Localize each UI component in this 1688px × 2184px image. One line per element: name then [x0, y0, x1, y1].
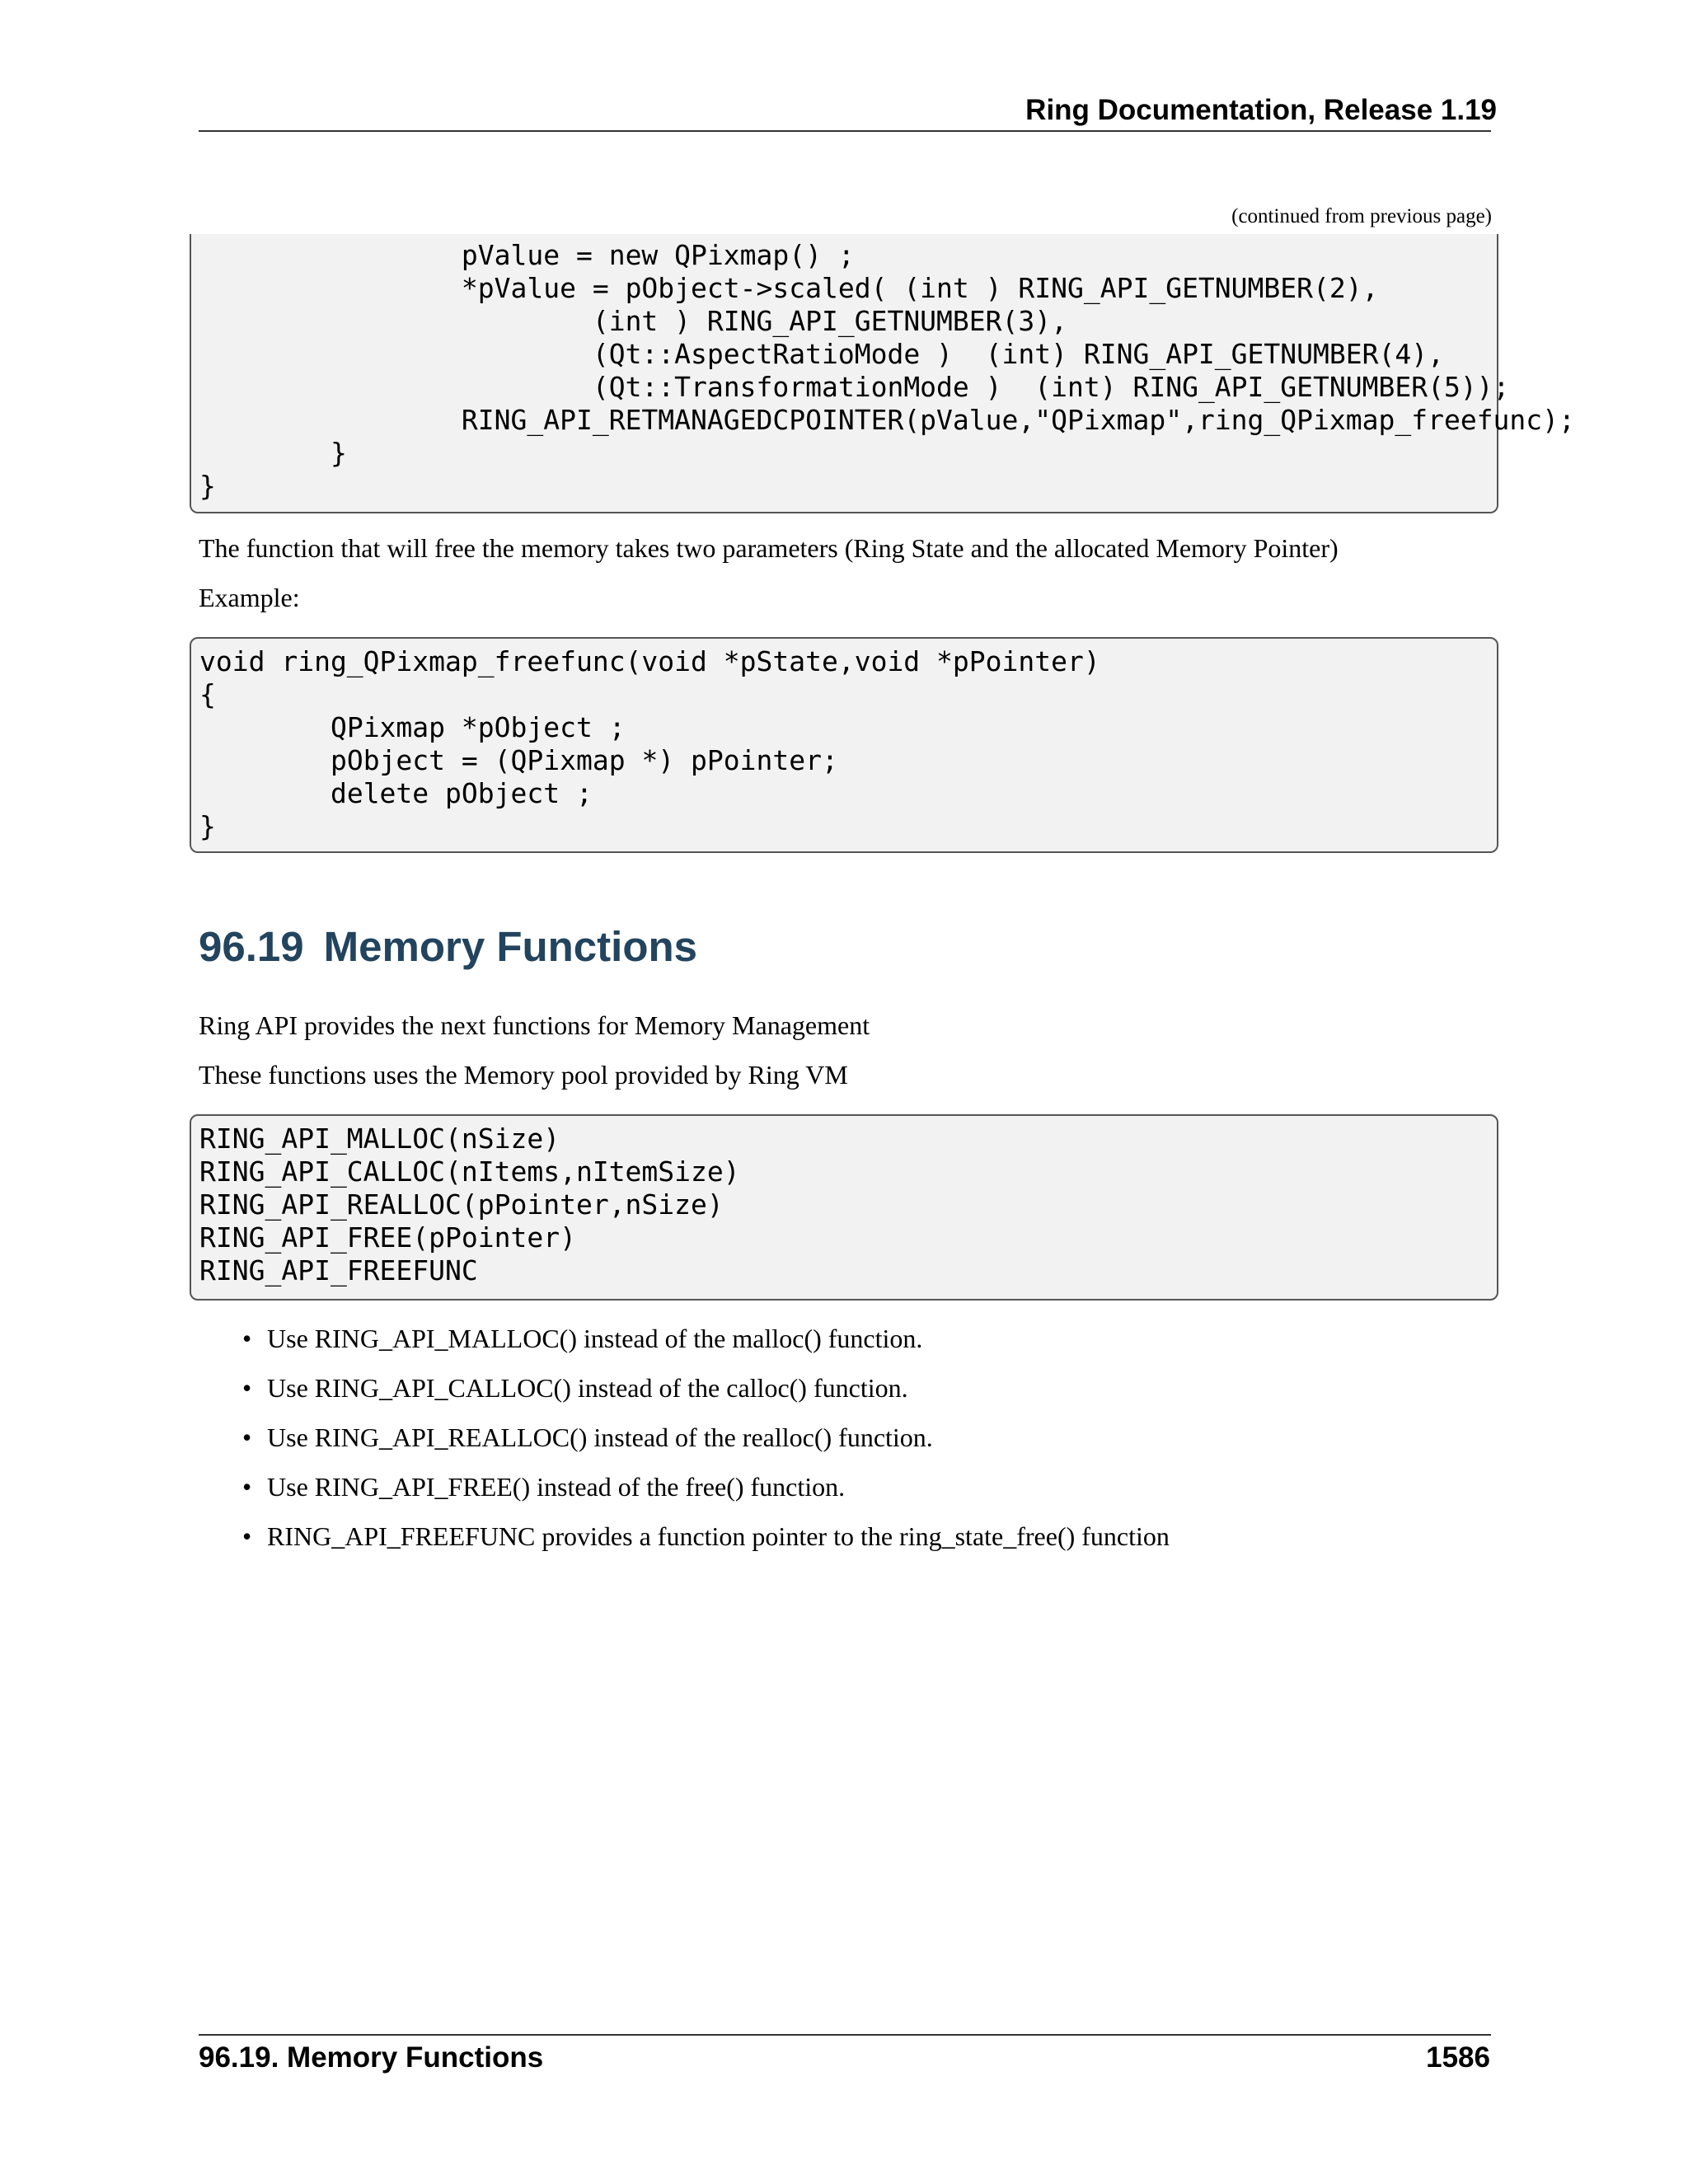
- continued-note: (continued from previous page): [1231, 205, 1492, 227]
- section-number: 96.19: [199, 923, 304, 970]
- memory-functions-list: [199, 1322, 1170, 1569]
- list-item-text: Use RING_API_FREE() instead of the free() function.: [267, 1472, 846, 1502]
- list-item: [199, 1421, 1170, 1470]
- memory-intro-paragraph: Ring API provides the next functions for Memory Management: [199, 1010, 870, 1040]
- list-item: [199, 1520, 1170, 1569]
- bullet-icon: •: [242, 1324, 252, 1353]
- example-label: Example:: [199, 583, 300, 612]
- running-header-title: Ring Documentation, Release 1.19: [1025, 94, 1497, 126]
- section-heading: [199, 921, 697, 972]
- code-text: void ring_QPixmap_freefunc(void *pState,void *pPointer) { QPixmap *pObject ; pObject = (QPixmap *) pPointer; delete pObject ; }: [199, 645, 1100, 842]
- code-text: RING_API_MALLOC(nSize) RING_API_CALLOC(nItems,nItemSize) RING_API_REALLOC(pPointer,nSize) RING_API_FREE(pPointer) RING_API_FREEFUNC: [199, 1122, 740, 1286]
- page-number: 1586: [1426, 2041, 1490, 2074]
- list-item: [199, 1322, 1170, 1371]
- list-item: [199, 1371, 1170, 1421]
- code-block-memory-functions: [190, 1114, 1498, 1301]
- list-item-text: Use RING_API_MALLOC() instead of the malloc() function.: [267, 1324, 923, 1353]
- code-block-freefunc-example: [190, 637, 1498, 853]
- list-item: [199, 1470, 1170, 1520]
- bullet-icon: •: [242, 1373, 252, 1403]
- code-text: pValue = new QPixmap() ; *pValue = pObject->scaled( (int ) RING_API_GETNUMBER(2), (int ) RING_API_GETNUMBER(3), (Qt::AspectRatioMode ) (int) RING_API_GETNUMBER(4), (Qt::TransformationMode ) (int) RING_API_GETNUMBER(5)); RING_API_RETMANAGEDCPOINTER(pValue,"QPixmap",ring_QPixmap_freefunc); } }: [199, 239, 1575, 502]
- footer-section-title: 96.19. Memory Functions: [199, 2041, 544, 2074]
- bullet-icon: •: [242, 1472, 252, 1502]
- memory-pool-paragraph: These functions uses the Memory pool provided by Ring VM: [199, 1060, 848, 1090]
- bullet-icon: •: [242, 1521, 252, 1551]
- header-divider: [199, 130, 1491, 132]
- free-function-paragraph: The function that will free the memory takes two parameters (Ring State and the allocated Memory Pointer): [199, 533, 1339, 563]
- code-block-continued: [190, 234, 1575, 513]
- list-item-text: Use RING_API_REALLOC() instead of the realloc() function.: [267, 1422, 933, 1452]
- bullet-icon: •: [242, 1422, 252, 1452]
- section-title: Memory Functions: [323, 923, 697, 970]
- list-item-text: Use RING_API_CALLOC() instead of the calloc() function.: [267, 1373, 908, 1403]
- footer-divider: [199, 2034, 1491, 2036]
- list-item-text: RING_API_FREEFUNC provides a function pointer to the ring_state_free() function: [267, 1521, 1170, 1551]
